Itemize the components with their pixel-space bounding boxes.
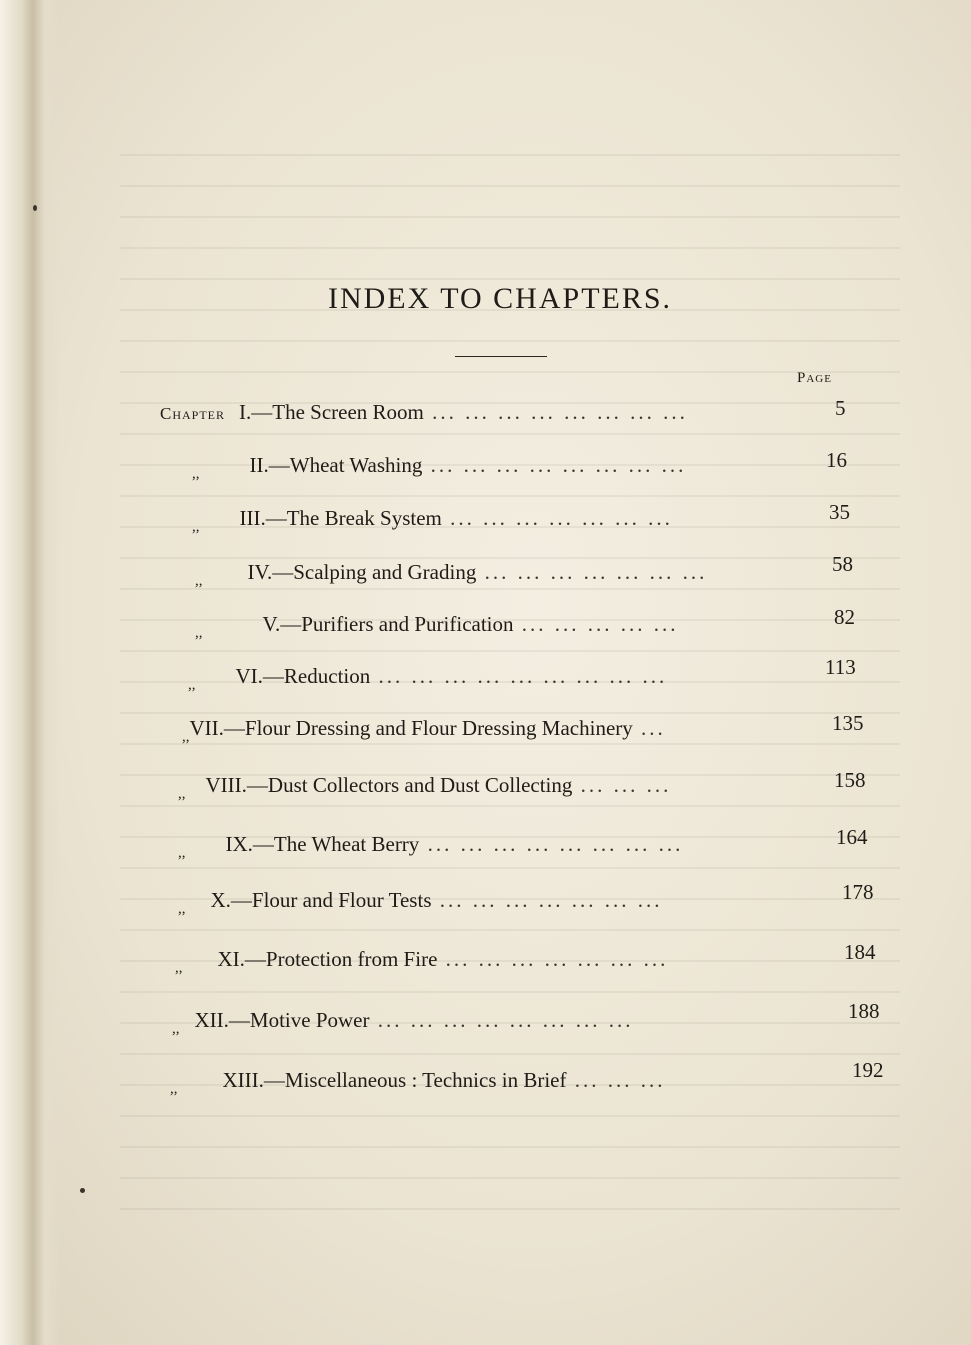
- ditto-mark: ,,: [195, 573, 203, 589]
- chapter-title: Reduction: [283, 664, 371, 688]
- toc-entry: [178, 888, 663, 918]
- ditto-mark: ,,: [192, 519, 200, 535]
- dot-leader: ... ... ...: [572, 773, 672, 797]
- dot-leader: ...: [632, 716, 666, 740]
- book-gutter: [0, 0, 60, 1345]
- chapter-numeral: XIII.: [222, 1068, 264, 1092]
- em-dash: —: [246, 773, 268, 797]
- chapter-numeral: V.: [262, 612, 281, 636]
- dot-leader: ... ... ... ... ... ... ... ...: [423, 400, 688, 424]
- page-number: 164: [836, 825, 868, 849]
- page-number: 184: [844, 940, 876, 964]
- ditto-mark: ,,: [170, 1081, 178, 1097]
- em-dash: —: [244, 947, 266, 971]
- ditto-mark: ,,: [192, 466, 200, 482]
- toc-entry: [172, 1008, 633, 1038]
- page-column-label: Page: [797, 370, 832, 386]
- chapter-numeral: II.: [249, 453, 269, 477]
- dot-leader: ... ... ... ... ... ... ...: [441, 506, 673, 530]
- em-dash: —: [265, 506, 287, 530]
- chapter-numeral: X.: [210, 888, 231, 912]
- page-number: 158: [834, 768, 866, 792]
- page-number: 35: [829, 500, 850, 524]
- chapter-numeral: XII.: [194, 1008, 229, 1032]
- chapter-numeral: III.: [239, 506, 266, 530]
- dot-leader: ... ... ... ... ... ... ... ... ...: [370, 664, 668, 688]
- dot-leader: ... ... ... ... ...: [513, 612, 679, 636]
- ditto-mark: ,,: [195, 625, 203, 641]
- page-number: 135: [832, 711, 864, 735]
- ditto-mark: ,,: [178, 901, 186, 917]
- chapter-numeral: VI.: [235, 664, 263, 688]
- ditto-mark: ,,: [172, 1021, 180, 1037]
- chapter-numeral: XI.: [217, 947, 245, 971]
- chapter-title: Wheat Washing: [289, 453, 423, 477]
- index-heading: INDEX TO CHAPTERS.: [327, 282, 673, 315]
- chapter-title: Flour Dressing and Flour Dressing Machinery: [244, 716, 633, 740]
- toc-entry: [178, 773, 671, 803]
- dot-leader: ... ... ... ... ... ... ... ...: [419, 832, 684, 856]
- page-number: 178: [842, 880, 874, 904]
- em-dash: —: [230, 888, 252, 912]
- chapter-numeral: IV.: [247, 560, 273, 584]
- dot-leader: ... ... ... ... ... ... ... ...: [369, 1008, 634, 1032]
- page-number: 5: [835, 396, 846, 420]
- chapter-title: The Screen Room: [272, 400, 424, 424]
- em-dash: —: [280, 612, 302, 636]
- toc-entry: [192, 453, 686, 483]
- ditto-mark: ,,: [175, 960, 183, 976]
- dot-leader: ... ... ...: [566, 1068, 666, 1092]
- toc-entry: [178, 832, 683, 862]
- chapter-title: The Wheat Berry: [273, 832, 420, 856]
- paper-speck: [80, 1188, 85, 1193]
- page-number: 188: [848, 999, 880, 1023]
- chapter-title: Flour and Flour Tests: [251, 888, 432, 912]
- chapter-numeral: I.: [239, 400, 252, 424]
- chapter-title: The Break System: [286, 506, 442, 530]
- chapter-numeral: IX.: [225, 832, 253, 856]
- dot-leader: ... ... ... ... ... ... ...: [431, 888, 663, 912]
- toc-entry: [188, 664, 667, 694]
- ditto-mark: ,,: [188, 677, 196, 693]
- em-dash: —: [223, 716, 245, 740]
- chapter-title: Miscellaneous : Technics in Brief: [284, 1068, 567, 1092]
- page-number: 192: [852, 1058, 884, 1082]
- dot-leader: ... ... ... ... ... ... ... ...: [422, 453, 687, 477]
- em-dash: —: [262, 664, 284, 688]
- ditto-mark: ,,: [182, 729, 190, 745]
- dot-leader: ... ... ... ... ... ... ...: [437, 947, 669, 971]
- chapter-numeral: VIII.: [205, 773, 247, 797]
- toc-entry: [160, 400, 688, 425]
- ditto-mark: ,,: [178, 786, 186, 802]
- ditto-mark: ,,: [178, 845, 186, 861]
- toc-entry: [192, 506, 673, 536]
- chapter-title: Protection from Fire: [265, 947, 438, 971]
- toc-entry: [195, 560, 707, 590]
- toc-entry: [195, 612, 679, 642]
- page-number: 58: [832, 552, 853, 576]
- chapter-numeral: VII.: [189, 716, 224, 740]
- toc-entry: [175, 947, 668, 977]
- em-dash: —: [268, 453, 290, 477]
- chapter-title: Motive Power: [249, 1008, 370, 1032]
- chapter-word: Chapter: [160, 404, 226, 423]
- page-number: 113: [825, 655, 856, 679]
- chapter-title: Scalping and Grading: [293, 560, 477, 584]
- page-number: 16: [826, 448, 847, 472]
- paper-speck: [33, 205, 37, 211]
- em-dash: —: [263, 1068, 285, 1092]
- em-dash: —: [251, 400, 273, 424]
- chapter-title: Dust Collectors and Dust Collecting: [267, 773, 573, 797]
- toc-entry: [170, 1068, 665, 1098]
- toc-entry: [182, 716, 666, 746]
- em-dash: —: [272, 560, 294, 584]
- chapter-title: Purifiers and Purification: [301, 612, 514, 636]
- dot-leader: ... ... ... ... ... ... ...: [476, 560, 708, 584]
- page-number: 82: [834, 605, 855, 629]
- heading-rule: [455, 356, 547, 357]
- em-dash: —: [252, 832, 274, 856]
- em-dash: —: [228, 1008, 250, 1032]
